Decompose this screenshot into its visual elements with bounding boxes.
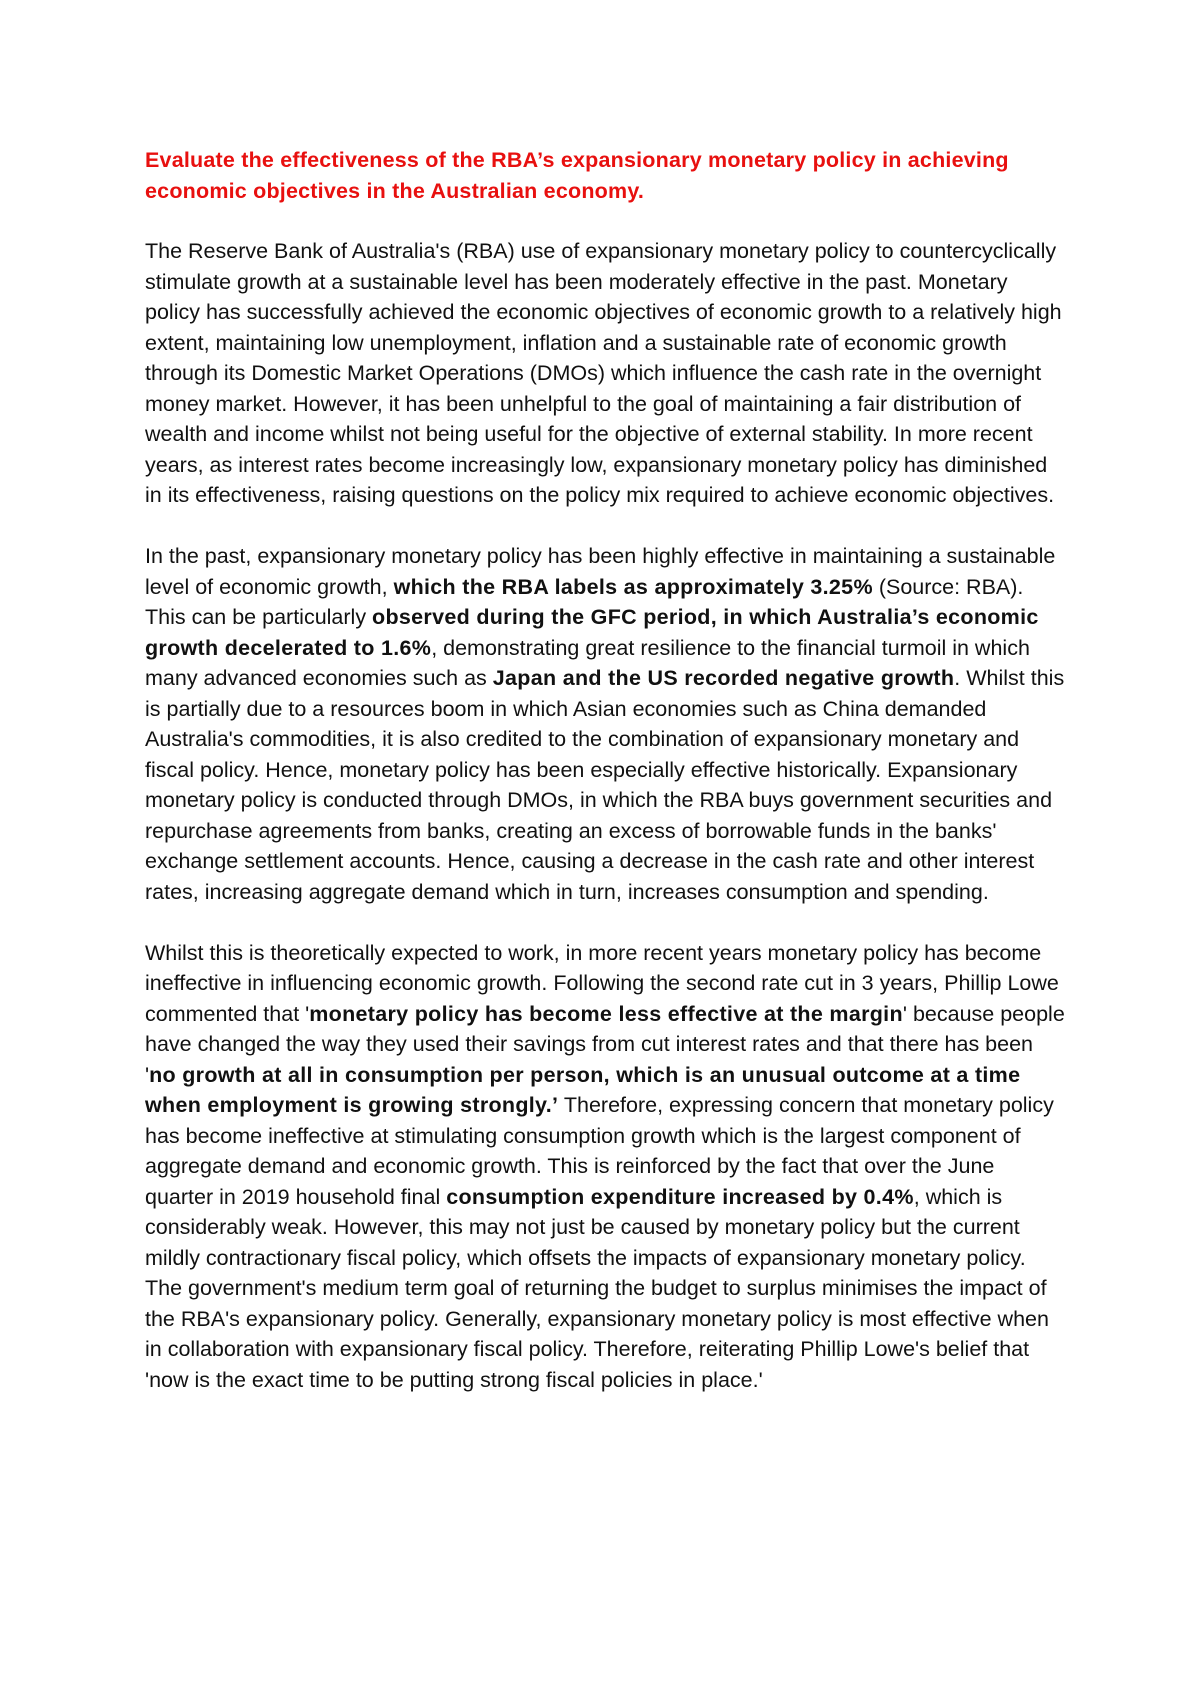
text-run: ' because people have changed the way they used their savings from cut interest rates and that there has been ' bbox=[145, 1001, 1065, 1087]
bold-text-run: consumption expenditure increased by 0.4% bbox=[446, 1184, 914, 1209]
paragraph-intro bbox=[145, 236, 1065, 511]
bold-text-run: Japan and the US recorded negative growth bbox=[492, 666, 955, 690]
text-run: . Whilst this is partially due to a resources boom in which Asian economies such as China demanded Australia's commodities, it is also credited to the combination of expansionary monetary and fiscal policy. Hence, monetary policy has been especially effective historically. Expansionary monetary policy is conducted through DMOs, in which the RBA buys government securities and repurchase agreements from banks, creating an excess of borrowable funds in the banks' exchange settlement accounts. Hence, causing a decrease in the cash rate and other interest rates, increasing aggregate demand which in turn, increases consumption and spending. bbox=[145, 666, 1065, 904]
text-run: Whilst this is theoretically expected to work, in more recent years monetary policy has become ineffective in influencing economic growth. Following the second rate cut in 3 years, Phillip Lowe commented that ' bbox=[145, 940, 1059, 1026]
bold-text-run: observed during the GFC period, in which Australia’s economic growth decelerated to 1.6% bbox=[145, 605, 1039, 660]
text-run: , demonstrating great resilience to the financial turmoil in which many advanced economies such as bbox=[145, 635, 1030, 690]
text-run: The Reserve Bank of Australia's (RBA) use of expansionary monetary policy to countercyclically stimulate growth at a sustainable level has been moderately effective in the past. Monetary policy has successfully achieved the economic objectives of economic growth to a relatively high extent, maintaining low unemployment, inflation and a sustainable rate of economic growth through its Domestic Market Operations (DMOs) which influence the cash rate in the overnight money market. However, it has been unhelpful to the goal of maintaining a fair distribution of wealth and income whilst not being useful for the objective of external stability. In more recent years, as interest rates become increasingly low, expansionary monetary policy has diminished in its effectiveness, raising questions on the policy mix required to achieve economic objectives. bbox=[145, 239, 1062, 507]
bold-text-run: which the RBA labels as approximately 3.25% bbox=[393, 574, 873, 599]
text-run: , which is considerably weak. However, this may not just be caused by monetary policy but the current mildly contractionary fiscal policy, which offsets the impacts of expansionary monetary policy. The government's medium term goal of returning the budget to surplus minimises the impact of the RBA's expansionary policy. Generally, expansionary monetary policy is most effective when in collaboration with expansionary fiscal policy. Therefore, reiterating Phillip Lowe's belief that 'now is the exact time to be putting strong fiscal policies in place.' bbox=[145, 1184, 1049, 1392]
paragraph-recent-ineffectiveness bbox=[145, 938, 1065, 1396]
bold-text-run: monetary policy has become less effective at the margin bbox=[309, 1001, 903, 1026]
paragraph-past-effectiveness bbox=[145, 541, 1065, 907]
document-body bbox=[145, 145, 1065, 1426]
text-run: Therefore, expressing concern that monetary policy has become ineffective at stimulating consumption growth which is the largest component of aggregate demand and economic growth. This is reinforced by the fact that over the June quarter in 2019 household final bbox=[145, 1093, 1054, 1209]
bold-text-run: no growth at all in consumption per person, which is an unusual outcome at a time when employment is growing strongly.’ bbox=[145, 1062, 1021, 1117]
text-run: (Source: RBA). This can be particularly bbox=[145, 574, 1024, 629]
essay-title: Evaluate the effectiveness of the RBA’s expansionary monetary policy in achieving economic objectives in the Australian economy. bbox=[145, 148, 1009, 203]
text-run: In the past, expansionary monetary policy has been highly effective in maintaining a sustainable level of economic growth, bbox=[145, 544, 1056, 599]
